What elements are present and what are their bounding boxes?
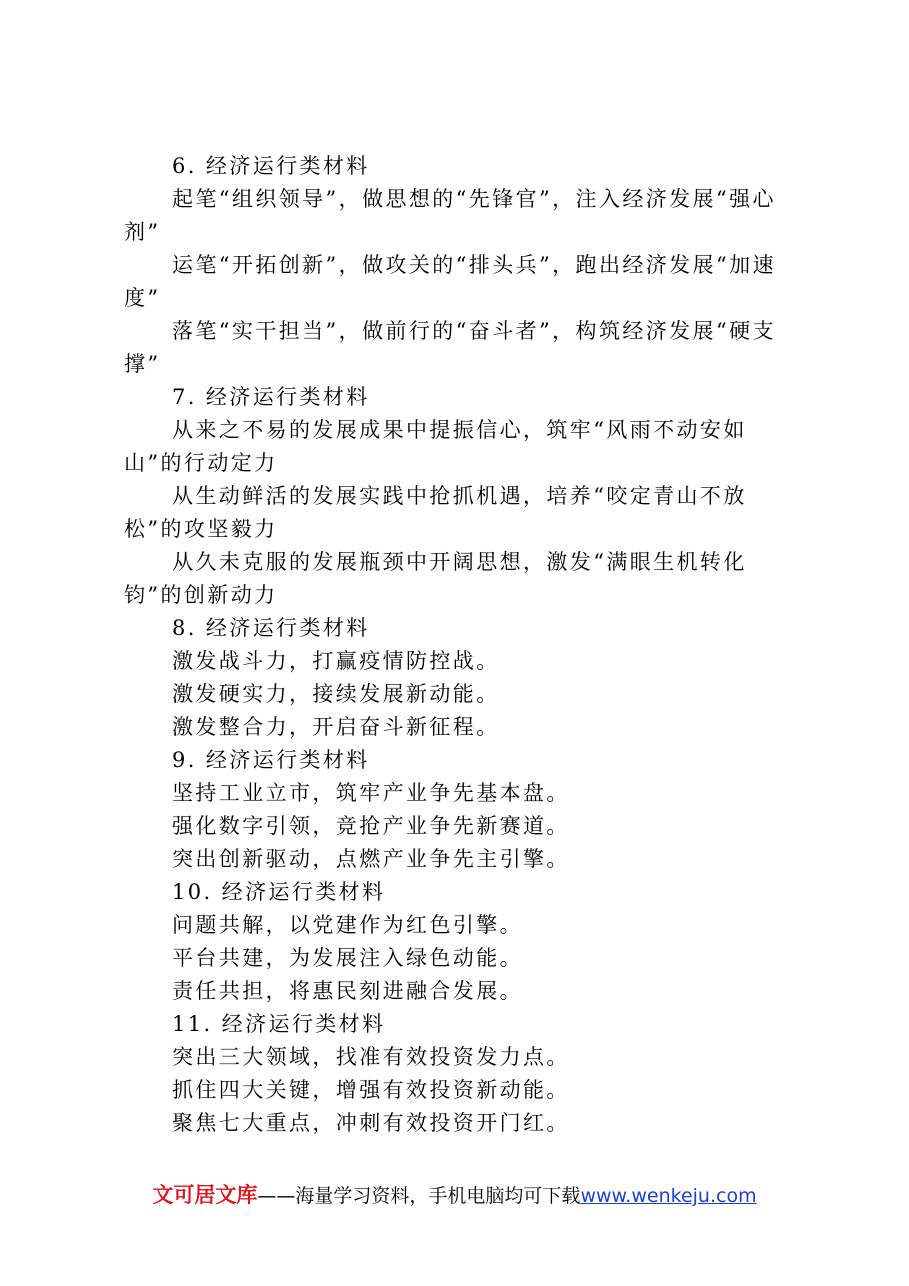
document-body xyxy=(124,150,796,1140)
footer-banner xyxy=(0,1180,909,1211)
body-paragraph: 激发战斗力，打赢疫情防控战。 xyxy=(172,649,500,673)
body-paragraph: 抓住四大关键，增强有效投资新动能。 xyxy=(172,1078,570,1102)
body-paragraph: 聚焦七大重点，冲刺有效投资开门红。 xyxy=(172,1111,570,1135)
section-heading-11: 11. 经济运行类材料 xyxy=(172,1012,386,1036)
body-paragraph: 激发硬实力，接续发展新动能。 xyxy=(172,682,500,706)
body-paragraph: 从久未克服的发展瓶颈中开阔思想，激发“满眼生机转化钧”的创新动力 xyxy=(124,550,747,607)
brand-name: 文可居文库 xyxy=(152,1183,258,1207)
body-paragraph: 起笔“组织领导”，做思想的“先锋官”，注入经济发展“强心剂” xyxy=(124,187,776,244)
body-paragraph: 突出三大领域，找准有效投资发力点。 xyxy=(172,1045,570,1069)
section-heading-10: 10. 经济运行类材料 xyxy=(172,880,386,904)
website-link[interactable]: www.wenkeju.com xyxy=(580,1185,757,1207)
footer-slogan: ——海量学习资料，手机电脑均可下载 xyxy=(257,1185,581,1207)
body-paragraph: 从来之不易的发展成果中提振信心，筑牢“风雨不动安如山”的行动定力 xyxy=(124,418,747,475)
body-paragraph: 平台共建，为发展注入绿色动能。 xyxy=(172,946,523,970)
body-paragraph: 激发整合力，开启奋斗新征程。 xyxy=(172,715,500,739)
section-heading-6: 6. 经济运行类材料 xyxy=(172,154,370,178)
body-paragraph: 从生动鲜活的发展实践中抢抓机遇，培养“咬定青山不放松”的攻坚毅力 xyxy=(124,484,747,541)
body-paragraph: 坚持工业立市，筑牢产业争先基本盘。 xyxy=(172,781,570,805)
body-paragraph: 落笔“实干担当”，做前行的“奋斗者”，构筑经济发展“硬支撑” xyxy=(124,319,776,376)
section-heading-8: 8. 经济运行类材料 xyxy=(172,616,370,640)
body-paragraph: 责任共担，将惠民刻进融合发展。 xyxy=(172,979,523,1003)
section-heading-9: 9. 经济运行类材料 xyxy=(172,748,370,772)
body-paragraph: 运笔“开拓创新”，做攻关的“排头兵”，跑出经济发展“加速度” xyxy=(124,253,776,310)
body-paragraph: 问题共解，以党建作为红色引擎。 xyxy=(172,913,523,937)
body-paragraph: 强化数字引领，竞抢产业争先新赛道。 xyxy=(172,814,570,838)
section-heading-7: 7. 经济运行类材料 xyxy=(172,385,370,409)
body-paragraph: 突出创新驱动，点燃产业争先主引擎。 xyxy=(172,847,570,871)
